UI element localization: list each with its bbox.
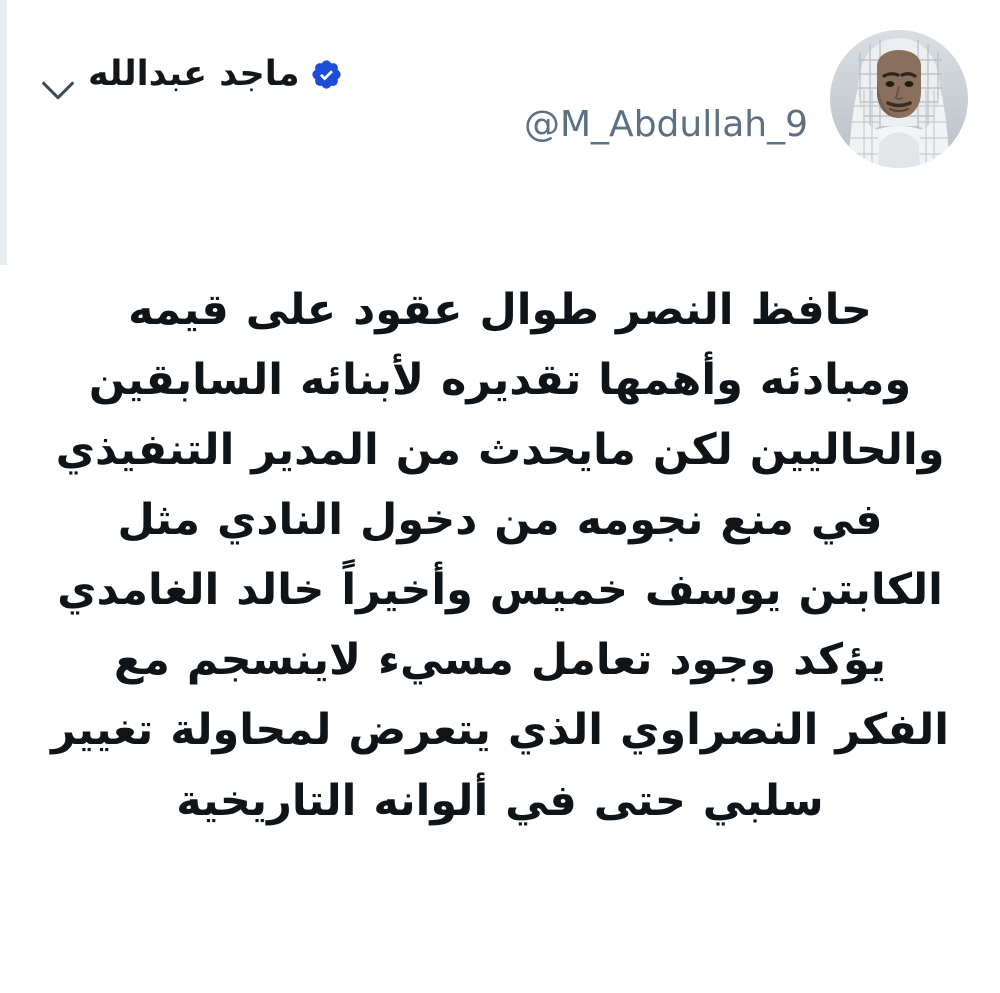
verified-badge-icon (310, 58, 343, 91)
author-info (88, 30, 808, 147)
chevron-down-icon[interactable] (28, 60, 88, 120)
tweet-header (28, 30, 972, 205)
chevron-down-glyph (35, 67, 81, 113)
avatar[interactable] (830, 30, 968, 168)
display-name-row (88, 54, 808, 94)
tweet-text: حافظ النصر طوال عقود على قيمه ومبادئه وأهمها تقديره لأبنائه السابقين والحاليين لكن مايحدث من المدير التنفيذي في منع نجومه من دخول النادي مثل الكابتن يوسف خميس وأخيراً خالد الغامدي يؤكد وجود تعامل مسيء لاينسجم مع الفكر النصراوي الذي يتعرض لمحاولة تغيير سلبي حتى في ألوانه التاريخية (51, 285, 949, 826)
thread-line (0, 0, 7, 265)
handle: @M_Abdullah_9 (524, 104, 808, 146)
display-name: ماجد عبدالله (88, 54, 300, 94)
avatar-image (830, 30, 968, 168)
